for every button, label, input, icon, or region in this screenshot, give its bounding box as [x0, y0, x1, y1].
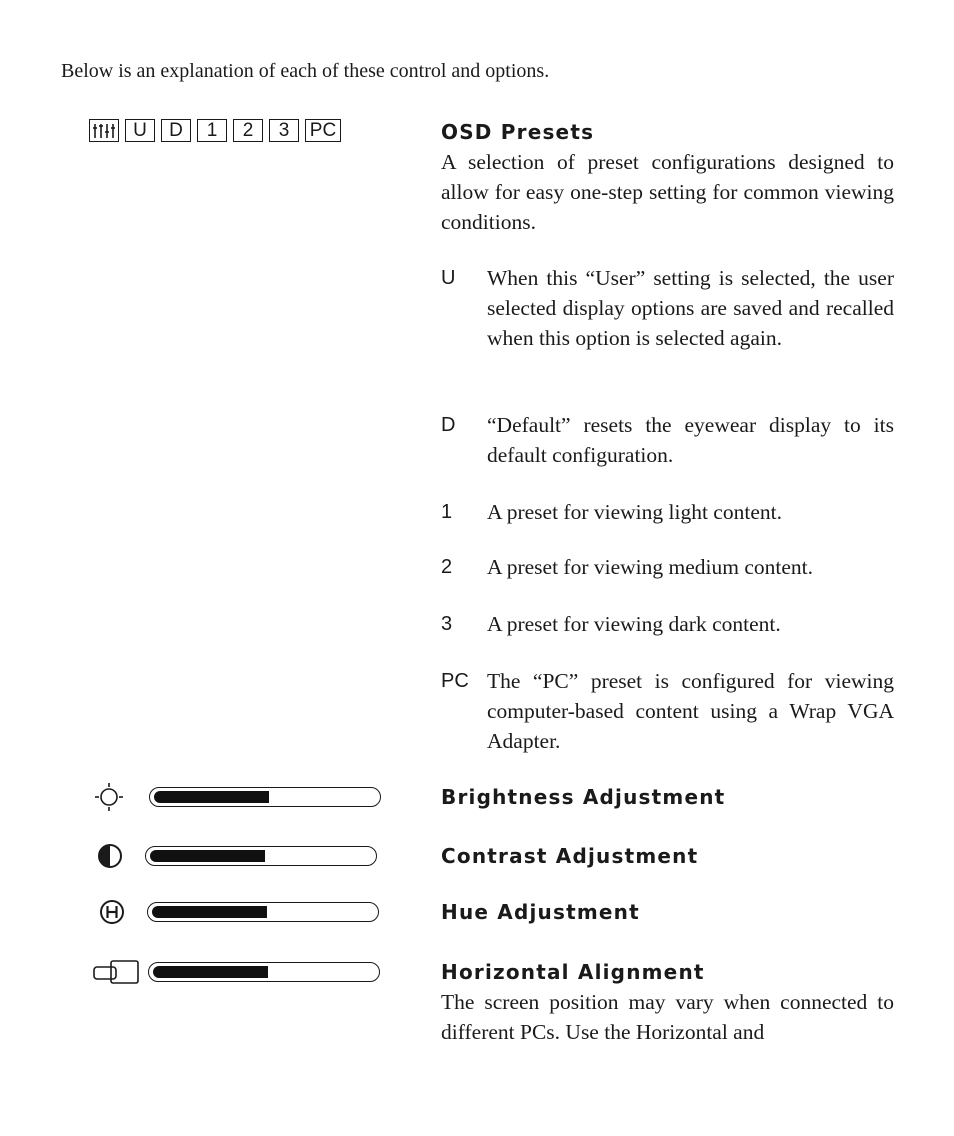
- hue-icon: [92, 897, 132, 927]
- contrast-icon: [92, 841, 132, 871]
- horizontal-slider[interactable]: [148, 962, 380, 982]
- horizontal-position-icon: [92, 957, 140, 987]
- hue-heading: Hue Adjustment: [441, 900, 640, 924]
- preset-box-3: 3: [269, 119, 299, 142]
- item-text: When this “User” setting is selected, the user selected display options are saved and recalled when this option is selected again.: [487, 266, 894, 350]
- osd-presets-description: A selection of preset configurations designed to allow for easy one-step setting for common viewing conditions.: [441, 150, 894, 234]
- horizontal-slider-row: [92, 957, 380, 987]
- preset-box-2: 2: [233, 119, 263, 142]
- item-key: 2: [441, 556, 453, 578]
- item-key: 3: [441, 613, 453, 635]
- item-text: “Default” resets the eyewear display to its default configuration.: [487, 413, 894, 467]
- horizontal-slider-fill: [153, 966, 268, 978]
- preset-icon-row: [89, 119, 341, 142]
- list-item: [441, 666, 894, 756]
- preset-box-1: 1: [197, 119, 227, 142]
- item-text: The “PC” preset is configured for viewing computer-based content using a Wrap VGA Adapter.: [487, 669, 894, 753]
- brightness-slider-fill: [154, 791, 269, 803]
- preset-box-d: D: [161, 119, 191, 142]
- osd-presets-heading: OSD Presets: [441, 120, 595, 144]
- contrast-slider-fill: [150, 850, 265, 862]
- item-key: PC: [441, 670, 469, 692]
- hue-slider-row: [92, 897, 379, 927]
- item-key: 1: [441, 501, 453, 523]
- item-text: A preset for viewing medium content.: [487, 555, 814, 579]
- preset-box-u: U: [125, 119, 155, 142]
- list-item: [441, 410, 894, 470]
- list-item: [441, 497, 894, 527]
- sun-icon: [92, 782, 132, 812]
- intro-text: Below is an explanation of each of these control and options.: [61, 60, 550, 82]
- list-item: [441, 552, 894, 582]
- hue-slider-fill: [152, 906, 267, 918]
- brightness-slider[interactable]: [149, 787, 381, 807]
- preset-box-pc: PC: [305, 119, 341, 142]
- item-key: U: [441, 267, 456, 289]
- item-text: A preset for viewing light content.: [487, 500, 782, 524]
- contrast-slider-row: [92, 841, 377, 871]
- brightness-slider-row: [92, 782, 381, 812]
- list-item: [441, 263, 894, 353]
- hue-slider[interactable]: [147, 902, 379, 922]
- item-key: D: [441, 414, 456, 436]
- list-item: [441, 609, 894, 639]
- item-text: A preset for viewing dark content.: [487, 612, 781, 636]
- contrast-slider[interactable]: [145, 846, 377, 866]
- horizontal-heading: Horizontal Alignment: [441, 960, 705, 984]
- horizontal-description: The screen position may vary when connected to different PCs. Use the Horizontal and: [441, 990, 894, 1044]
- contrast-heading: Contrast Adjustment: [441, 844, 699, 868]
- equalizer-icon: [89, 119, 119, 142]
- brightness-heading: Brightness Adjustment: [441, 785, 726, 809]
